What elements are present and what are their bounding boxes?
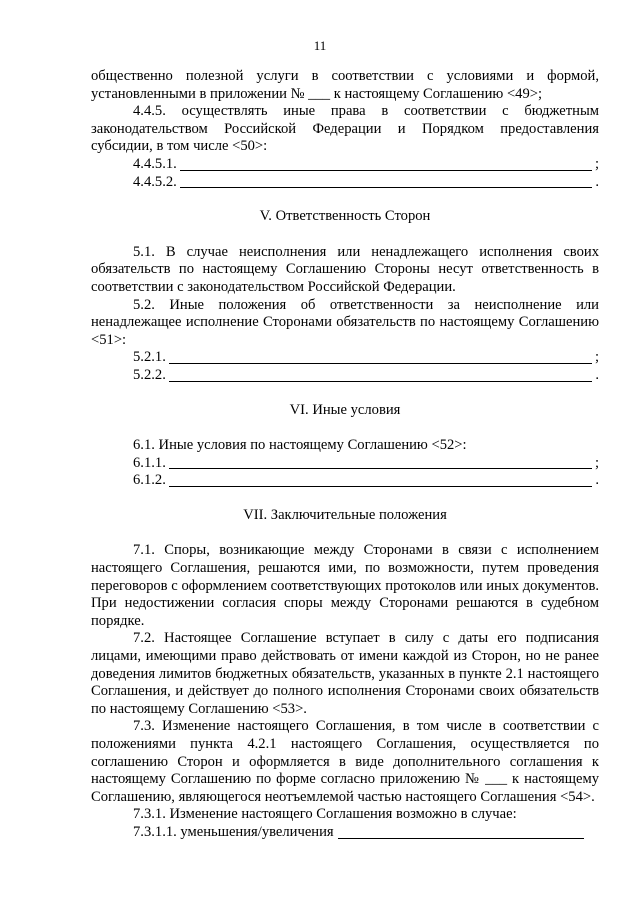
fill-line-4-4-5-2 [133, 174, 599, 192]
paragraph-7-1: 7.1. Споры, возникающие между Сторонами в связи с исполнением настоящего Соглашения, решаются ими, по возможности, путем проведения переговоров с оформлением соответствующих протоколов или иных документов. При недостижении согласия споры между Сторонами решаются в судебном порядке. [91, 542, 599, 629]
line-end-mark: ; [594, 454, 599, 471]
line-end-mark: . [595, 472, 599, 489]
fill-line-5-2-1 [133, 349, 599, 367]
fill-line-6-1-1 [133, 455, 599, 473]
blank-line [169, 455, 592, 469]
paragraph-continuation: общественно полезной услуги в соответствии с условиями и формой, установленными в приложении № ___ к настоящему Соглашению <49>; [91, 68, 599, 102]
blank-line [169, 350, 592, 364]
paragraph-5-2: 5.2. Иные положения об ответственности за неисполнение или ненадлежащее исполнение Сторонами обязательств по настоящему Соглашению <51>: [91, 296, 599, 348]
blank-line [180, 174, 593, 188]
blank-line [169, 368, 593, 382]
item-label: 6.1.1. [133, 454, 166, 471]
paragraph-7-3-1: 7.3.1. Изменение настоящего Соглашения возможно в случае: [133, 806, 517, 823]
fill-line-5-2-2 [133, 367, 599, 385]
section-heading-v: V. Ответственность Сторон [259, 208, 431, 225]
fill-line-7-3-1-1 [133, 824, 599, 842]
item-label: 6.1.2. [133, 472, 166, 489]
item-label: 4.4.5.1. [133, 155, 177, 172]
blank-line [180, 157, 592, 171]
line-end-mark: ; [594, 155, 599, 172]
section-heading-vii: VII. Заключительные положения [243, 506, 447, 523]
paragraph-4-4-5: 4.4.5. осуществлять иные права в соответствии с бюджетным законодательством Российской Федерации и Порядком предоставления субсидии, в том числе <50>: [91, 103, 599, 155]
fill-line-6-1-2 [133, 472, 599, 490]
blank-line [169, 473, 593, 487]
paragraph-6-1: 6.1. Иные условия по настоящему Соглашению <52>: [133, 437, 467, 454]
line-end-mark: ; [594, 349, 599, 366]
section-heading-vi: VI. Иные условия [289, 401, 401, 418]
paragraph-5-1: 5.1. В случае неисполнения или ненадлежащего исполнения своих обязательств по настоящему Соглашению Стороны несут ответственность в соответствии с законодательством Российской Федерации. [91, 243, 599, 295]
item-label: 4.4.5.2. [133, 173, 177, 190]
paragraph-7-3: 7.3. Изменение настоящего Соглашения, в том числе в соответствии с положениями пункта 4.2.1 настоящего Соглашения, осуществляется по соглашению Сторон и оформляется в виде дополнительного соглашения к настоящему Соглашению по форме согласно приложению № ___ к настоящему Соглашению, являющегося неотъемлемой частью настоящего Соглашения <54>. [91, 718, 599, 805]
paragraph-7-2: 7.2. Настоящее Соглашение вступает в силу с даты его подписания лицами, имеющими право действовать от имени каждой из Сторон, но не ранее доведения лимитов бюджетных обязательств, указанных в пункте 2.1 настоящего Соглашения, и действует до полного исполнения Сторонами своих обязательств по настоящему Соглашению <53>. [91, 630, 599, 717]
page-number: 11 [313, 38, 327, 53]
item-label: 7.3.1.1. уменьшения/увеличения [133, 823, 334, 840]
line-end-mark: . [595, 173, 599, 190]
blank-line [338, 825, 584, 839]
item-label: 5.2.2. [133, 366, 166, 383]
item-label: 5.2.1. [133, 349, 166, 366]
line-end-mark: . [595, 366, 599, 383]
document-body [91, 68, 599, 842]
fill-line-4-4-5-1 [133, 156, 599, 174]
